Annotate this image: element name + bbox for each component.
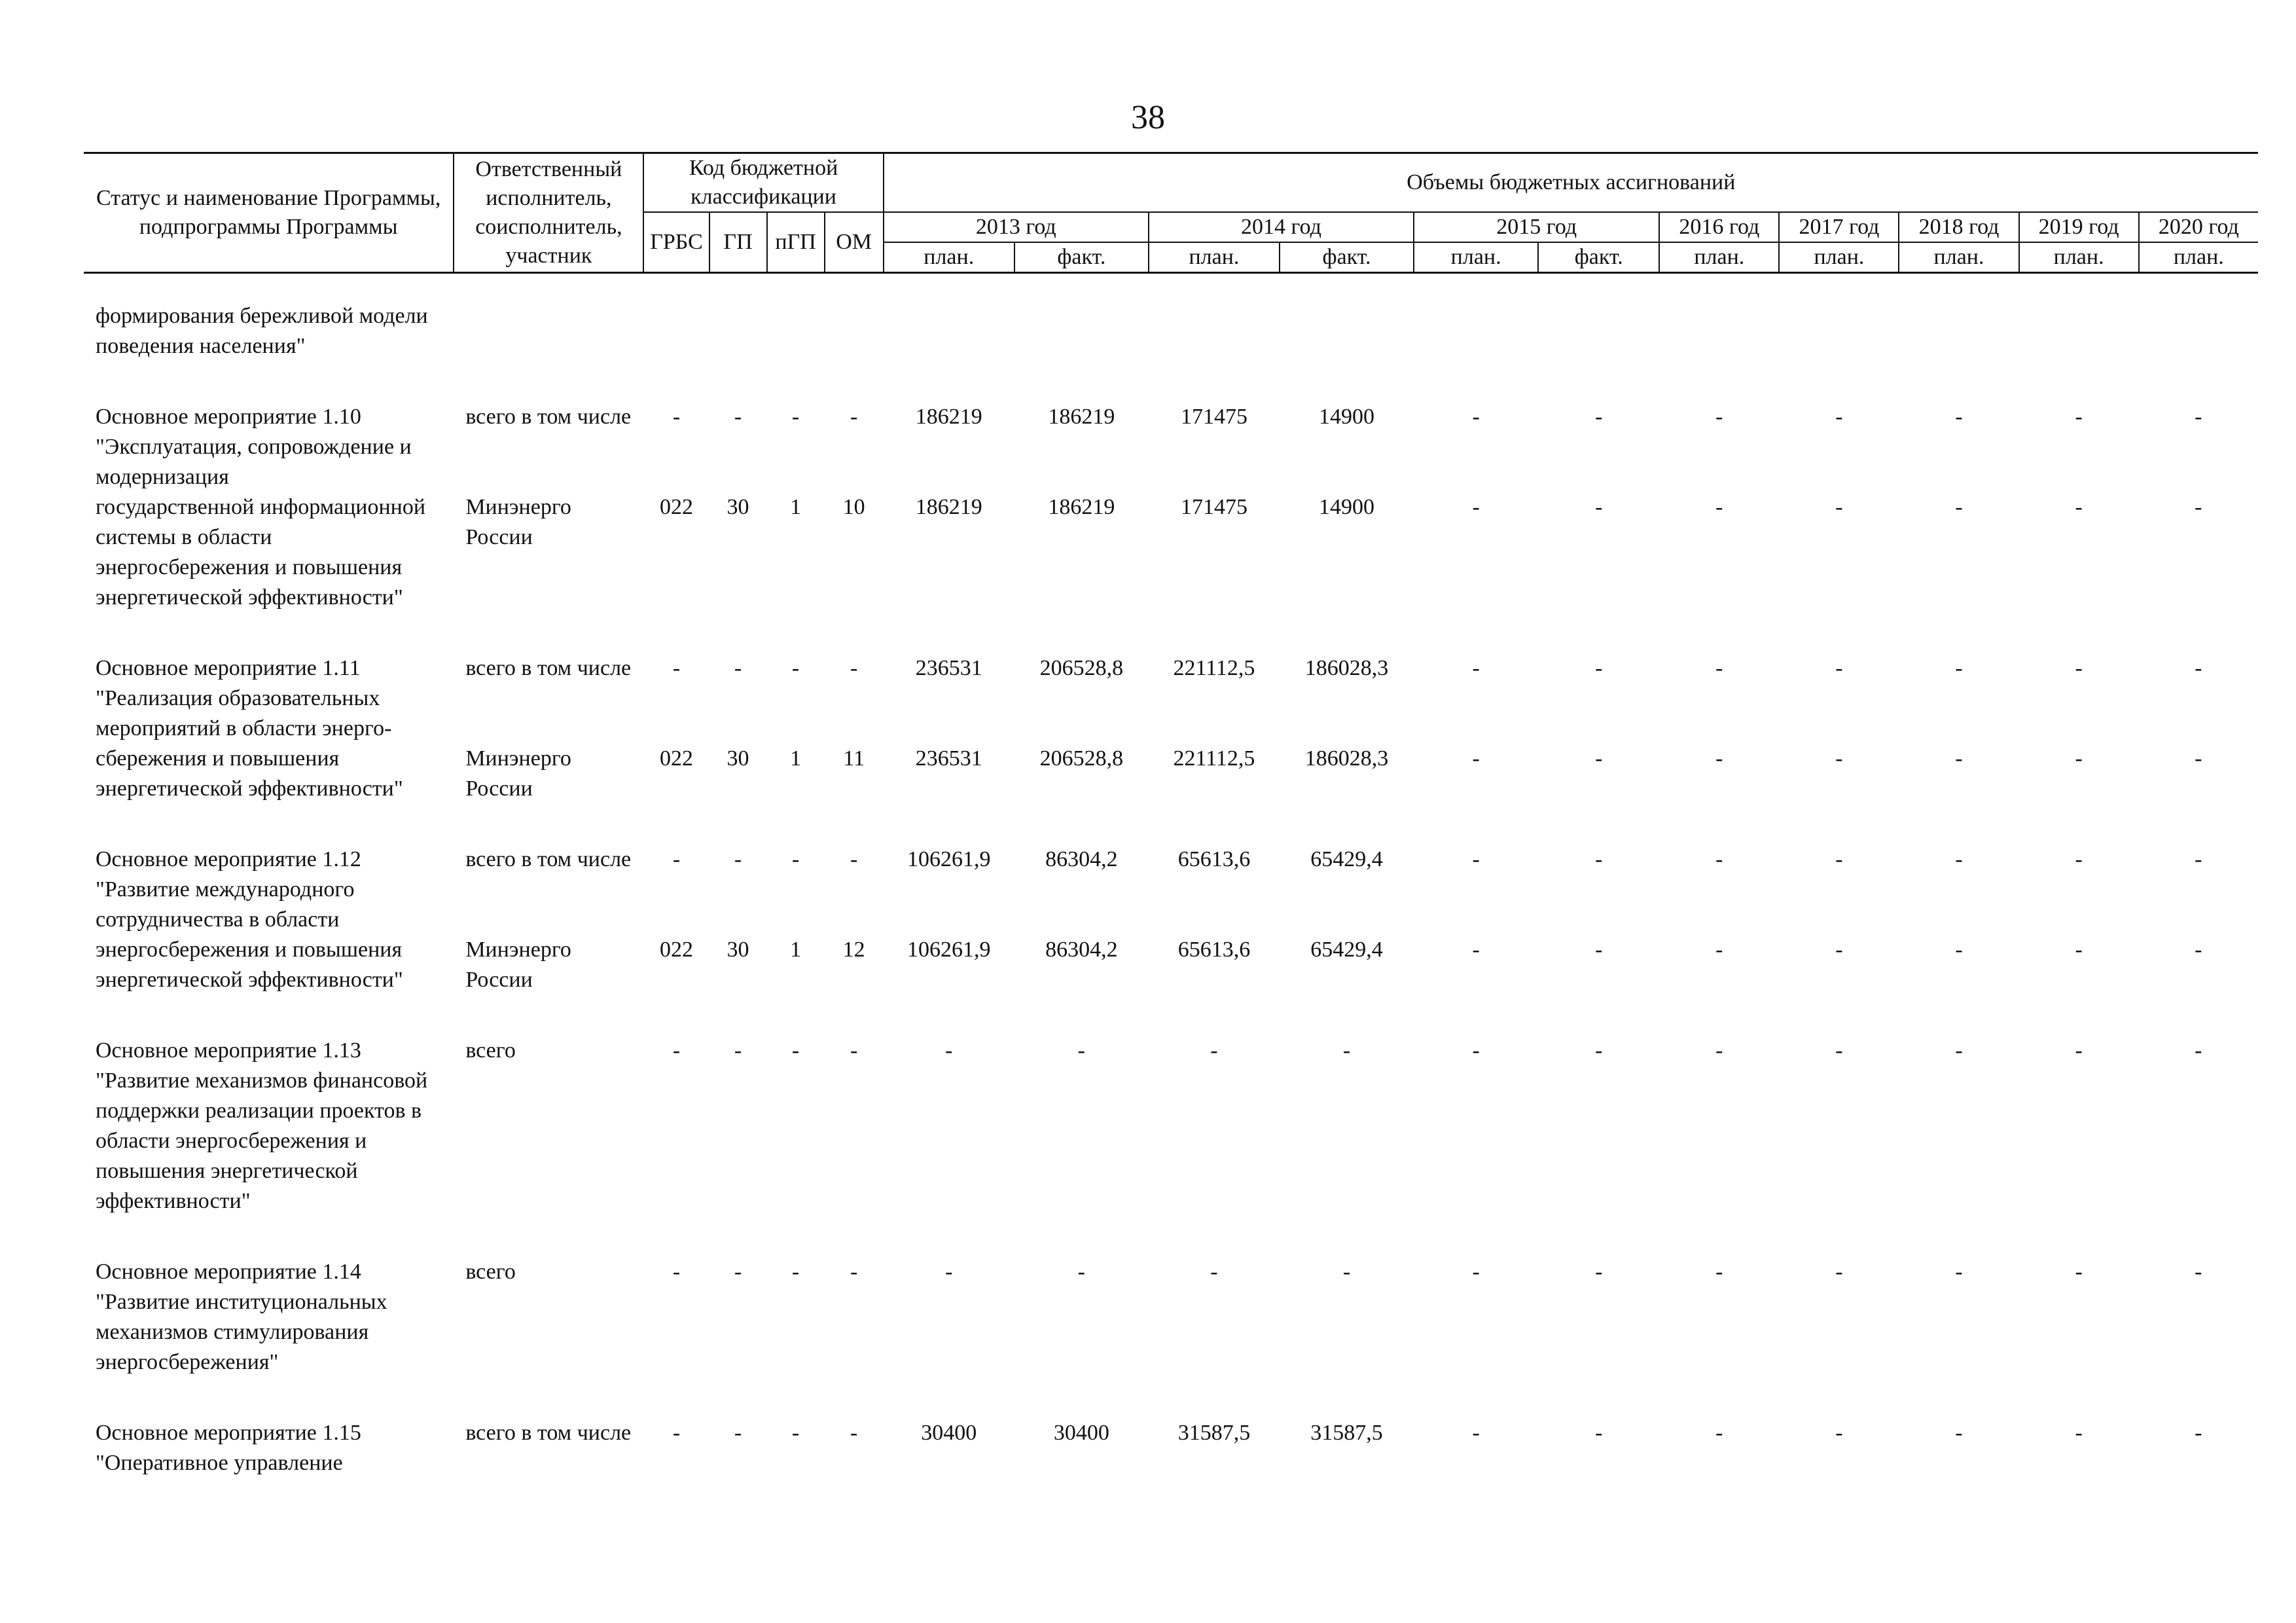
table-row (84, 744, 2258, 804)
header-code-grbs: ГРБС (643, 212, 709, 273)
row-code-cell: 1 (790, 746, 802, 771)
row-value-cell: - (1835, 1260, 1843, 1284)
row-value-cell: - (1595, 938, 1603, 962)
row-value-cell: - (2195, 1038, 2202, 1063)
row-code-cell: 022 (659, 746, 693, 771)
row-code-cell: - (791, 1038, 800, 1063)
row-value-cell: - (1342, 1038, 1351, 1063)
header-plan-2015: план. (1414, 242, 1538, 273)
row-value-cell: 236531 (915, 746, 982, 771)
row-value-cell: - (1955, 746, 1963, 771)
row-code-cell: 10 (842, 495, 865, 519)
row-code-cell: - (850, 405, 858, 429)
header-plan-2019: план. (2019, 242, 2139, 273)
table-body (84, 273, 2258, 1479)
header-status-name: Статус и наименование Программы, подпрограммы Программы (84, 153, 454, 273)
row-value-cell: - (1955, 847, 1963, 871)
row-value-cell: - (2075, 1421, 2083, 1445)
row-value-cell: - (1835, 1038, 1843, 1063)
row-value-cell: - (1472, 495, 1480, 519)
row-name: Основное мероприятие 1.15 "Оперативное управление (96, 1421, 361, 1475)
row-code-cell: 11 (843, 746, 865, 771)
row-value-cell: - (1595, 656, 1603, 680)
row-value-cell: - (1472, 938, 1480, 962)
header-year-2016: 2016 год (1659, 212, 1779, 242)
row-value-cell: 65613,6 (1177, 847, 1251, 871)
row-value-cell: - (2195, 746, 2202, 771)
row-value-cell: 171475 (1180, 495, 1247, 519)
table-row (84, 995, 2258, 1216)
row-executor: Минэнерго России (465, 746, 571, 801)
row-code-cell: - (734, 1038, 742, 1063)
table-row (84, 1216, 2258, 1377)
row-value-cell: - (2075, 938, 2083, 962)
row-value-cell: - (1715, 405, 1723, 429)
row-value-cell: 31587,5 (1177, 1421, 1251, 1445)
row-name: Основное мероприятие 1.14 "Развитие институциональных механизмов стимулирования энергосбережения" (96, 1260, 387, 1374)
header-fact-2015: факт. (1538, 242, 1659, 273)
table-row (84, 935, 2258, 995)
row-executor: всего в том числе (465, 1421, 632, 1445)
header-budget-code: Код бюджетной классификации (643, 153, 883, 213)
row-code-cell: 022 (659, 938, 693, 962)
row-value-cell: 186219 (915, 495, 982, 519)
row-value-cell: - (1835, 1421, 1843, 1445)
row-code-cell: - (791, 1260, 800, 1284)
row-value-cell: - (1835, 847, 1843, 871)
row-code-cell: - (850, 656, 858, 680)
row-code-cell: 30 (726, 495, 749, 519)
row-value-cell: - (1955, 1260, 1963, 1284)
row-value-cell: 65613,6 (1177, 938, 1251, 962)
header-plan-2013: план. (884, 242, 1014, 273)
header-executor: Ответственный исполнитель, соисполнитель, участник (454, 153, 643, 273)
row-value-cell: - (1595, 495, 1603, 519)
row-value-cell: 186219 (1048, 405, 1115, 429)
table-row (84, 1377, 2258, 1478)
row-executor: Минэнерго России (465, 938, 571, 992)
header-plan-2016: план. (1659, 242, 1779, 273)
row-value-cell: 186028,3 (1304, 656, 1389, 680)
row-value-cell: - (1595, 746, 1603, 771)
row-value-cell: - (1715, 746, 1723, 771)
row-value-cell: - (2195, 656, 2202, 680)
row-name: государственной информационной системы в области энергосбережения и повышения энергетической эффективности" (96, 495, 426, 610)
row-value-cell: - (1472, 1421, 1480, 1445)
header-plan-2014: план. (1149, 242, 1280, 273)
row-value-cell: - (1835, 938, 1843, 962)
header-volumes: Объемы бюджетных ассигнований (884, 153, 2258, 213)
table-row (84, 613, 2258, 744)
row-code-cell: - (734, 656, 742, 680)
row-value-cell: - (2075, 656, 2083, 680)
row-value-cell: - (2075, 847, 2083, 871)
row-value-cell: 171475 (1180, 405, 1247, 429)
row-value-cell: 221112,5 (1173, 656, 1255, 680)
header-code-pgp: пГП (767, 212, 825, 273)
row-value-cell: - (1835, 495, 1843, 519)
row-code-cell: 1 (790, 495, 802, 519)
row-value-cell: 186028,3 (1304, 746, 1389, 771)
row-value-cell: - (1955, 495, 1963, 519)
row-value-cell: - (1472, 405, 1480, 429)
row-value-cell: - (1715, 656, 1723, 680)
row-value-cell: 30400 (921, 1421, 977, 1445)
header-year-2019: 2019 год (2019, 212, 2139, 242)
row-value-cell: - (1595, 1260, 1603, 1284)
row-name: энергосбережения и повышения энергетической эффективности" (96, 938, 403, 992)
row-value-cell: 206528,8 (1039, 656, 1124, 680)
header-fact-2013: факт. (1014, 242, 1149, 273)
row-value-cell: - (1955, 938, 1963, 962)
row-value-cell: 236531 (915, 656, 982, 680)
table-row (84, 804, 2258, 935)
row-value-cell: 65429,4 (1310, 938, 1383, 962)
row-value-cell: 186219 (1048, 495, 1115, 519)
table-row (84, 361, 2258, 492)
row-name: Основное мероприятие 1.13 "Развитие механизмов финансовой поддержки реализации проектов в области энергосбережения и повышения энергетической эффективности" (96, 1038, 428, 1213)
header-year-2014: 2014 год (1149, 212, 1414, 242)
row-value-cell: - (2195, 405, 2202, 429)
row-value-cell: - (1955, 405, 1963, 429)
row-value-cell: - (2195, 1260, 2202, 1284)
row-code-cell: - (672, 1038, 681, 1063)
row-value-cell: 14900 (1319, 495, 1375, 519)
header-year-2015: 2015 год (1414, 212, 1659, 242)
budget-table (84, 152, 2258, 1478)
row-value-cell: 106261,9 (906, 938, 991, 962)
header-plan-2017: план. (1779, 242, 1899, 273)
row-value-cell: - (1472, 656, 1480, 680)
intro-row (84, 273, 2258, 362)
row-value-cell: - (1715, 847, 1723, 871)
header-year-2017: 2017 год (1779, 212, 1899, 242)
row-value-cell: - (2195, 938, 2202, 962)
row-value-cell: - (945, 1260, 953, 1284)
table-header (84, 153, 2258, 273)
row-value-cell: - (1472, 1038, 1480, 1063)
row-code-cell: 1 (790, 938, 802, 962)
header-year-2013: 2013 год (884, 212, 1149, 242)
page-number: 38 (1131, 99, 1165, 136)
row-code-cell: - (850, 1038, 858, 1063)
header-year-2020: 2020 год (2139, 212, 2258, 242)
row-value-cell: 106261,9 (906, 847, 991, 871)
row-value-cell: - (1955, 1421, 1963, 1445)
row-value-cell: - (1595, 1038, 1603, 1063)
row-value-cell: - (2075, 1260, 2083, 1284)
row-value-cell: - (1835, 656, 1843, 680)
row-value-cell: - (1077, 1260, 1085, 1284)
row-name: Основное мероприятие 1.11 "Реализация образовательных мероприятий в области энерго- (96, 656, 392, 740)
row-value-cell: - (2195, 847, 2202, 871)
row-value-cell: 206528,8 (1039, 746, 1124, 771)
row-code-cell: 30 (726, 746, 749, 771)
row-code-cell: - (672, 1421, 681, 1445)
header-plan-2020: план. (2139, 242, 2258, 273)
row-executor: Минэнерго России (465, 495, 571, 549)
row-value-cell: 221112,5 (1173, 746, 1255, 771)
row-code-cell: - (850, 1421, 858, 1445)
row-value-cell: 30400 (1053, 1421, 1109, 1445)
row-code-cell: - (734, 405, 742, 429)
row-name: Основное мероприятие 1.10 "Эксплуатация, сопровождение и модернизация (96, 405, 412, 489)
row-executor: всего (465, 1038, 516, 1063)
row-value-cell: - (1595, 1421, 1603, 1445)
row-value-cell: 186219 (915, 405, 982, 429)
row-code-cell: - (672, 405, 681, 429)
row-code-cell: - (791, 656, 800, 680)
row-value-cell: - (1715, 1260, 1723, 1284)
row-executor: всего в том числе (465, 847, 632, 871)
row-value-cell: - (2075, 495, 2083, 519)
row-value-cell: - (1472, 847, 1480, 871)
row-code-cell: 022 (659, 495, 693, 519)
row-value-cell: - (2075, 1038, 2083, 1063)
row-value-cell: - (1472, 746, 1480, 771)
header-code-gp: ГП (709, 212, 767, 273)
header-code-om: ОМ (825, 212, 884, 273)
row-value-cell: - (1715, 1421, 1723, 1445)
row-value-cell: - (945, 1038, 953, 1063)
row-value-cell: 86304,2 (1045, 847, 1118, 871)
header-year-2018: 2018 год (1899, 212, 2018, 242)
row-value-cell: - (1715, 1038, 1723, 1063)
row-value-cell: - (1595, 847, 1603, 871)
row-value-cell: - (1715, 938, 1723, 962)
header-fact-2014: факт. (1280, 242, 1414, 273)
row-code-cell: - (734, 847, 742, 871)
row-value-cell: 86304,2 (1045, 938, 1118, 962)
row-code-cell: - (791, 847, 800, 871)
row-value-cell: - (2195, 495, 2202, 519)
row-value-cell: - (1835, 405, 1843, 429)
row-value-cell: - (1595, 405, 1603, 429)
row-value-cell: - (1715, 495, 1723, 519)
row-value-cell: - (1835, 746, 1843, 771)
row-executor: всего (465, 1260, 516, 1284)
row-executor: всего в том числе (465, 656, 632, 680)
row-code-cell: - (791, 405, 800, 429)
row-code-cell: - (850, 1260, 858, 1284)
row-executor: всего в том числе (465, 405, 632, 429)
row-code-cell: - (672, 1260, 681, 1284)
intro-text: формирования бережливой модели поведения населения" (96, 304, 428, 358)
row-value-cell: 14900 (1319, 405, 1375, 429)
row-value-cell: - (1077, 1038, 1085, 1063)
table-row (84, 492, 2258, 613)
row-value-cell: - (2195, 1421, 2202, 1445)
row-value-cell: 65429,4 (1310, 847, 1383, 871)
row-code-cell: - (791, 1421, 800, 1445)
row-value-cell: - (1342, 1260, 1351, 1284)
row-value-cell: - (1210, 1260, 1218, 1284)
row-code-cell: 12 (842, 938, 865, 962)
row-value-cell: - (1955, 1038, 1963, 1063)
header-plan-2018: план. (1899, 242, 2018, 273)
row-code-cell: - (672, 656, 681, 680)
row-value-cell: - (1210, 1038, 1218, 1063)
row-code-cell: - (672, 847, 681, 871)
row-value-cell: 31587,5 (1310, 1421, 1383, 1445)
row-name: сбережения и повышения энергетической эффективности" (96, 746, 403, 801)
row-name: Основное мероприятие 1.12 "Развитие международного сотрудничества в области (96, 847, 361, 932)
row-value-cell: - (2075, 746, 2083, 771)
row-code-cell: - (734, 1260, 742, 1284)
row-code-cell: - (850, 847, 858, 871)
row-value-cell: - (2075, 405, 2083, 429)
row-value-cell: - (1472, 1260, 1480, 1284)
row-value-cell: - (1955, 656, 1963, 680)
row-code-cell: 30 (726, 938, 749, 962)
row-code-cell: - (734, 1421, 742, 1445)
